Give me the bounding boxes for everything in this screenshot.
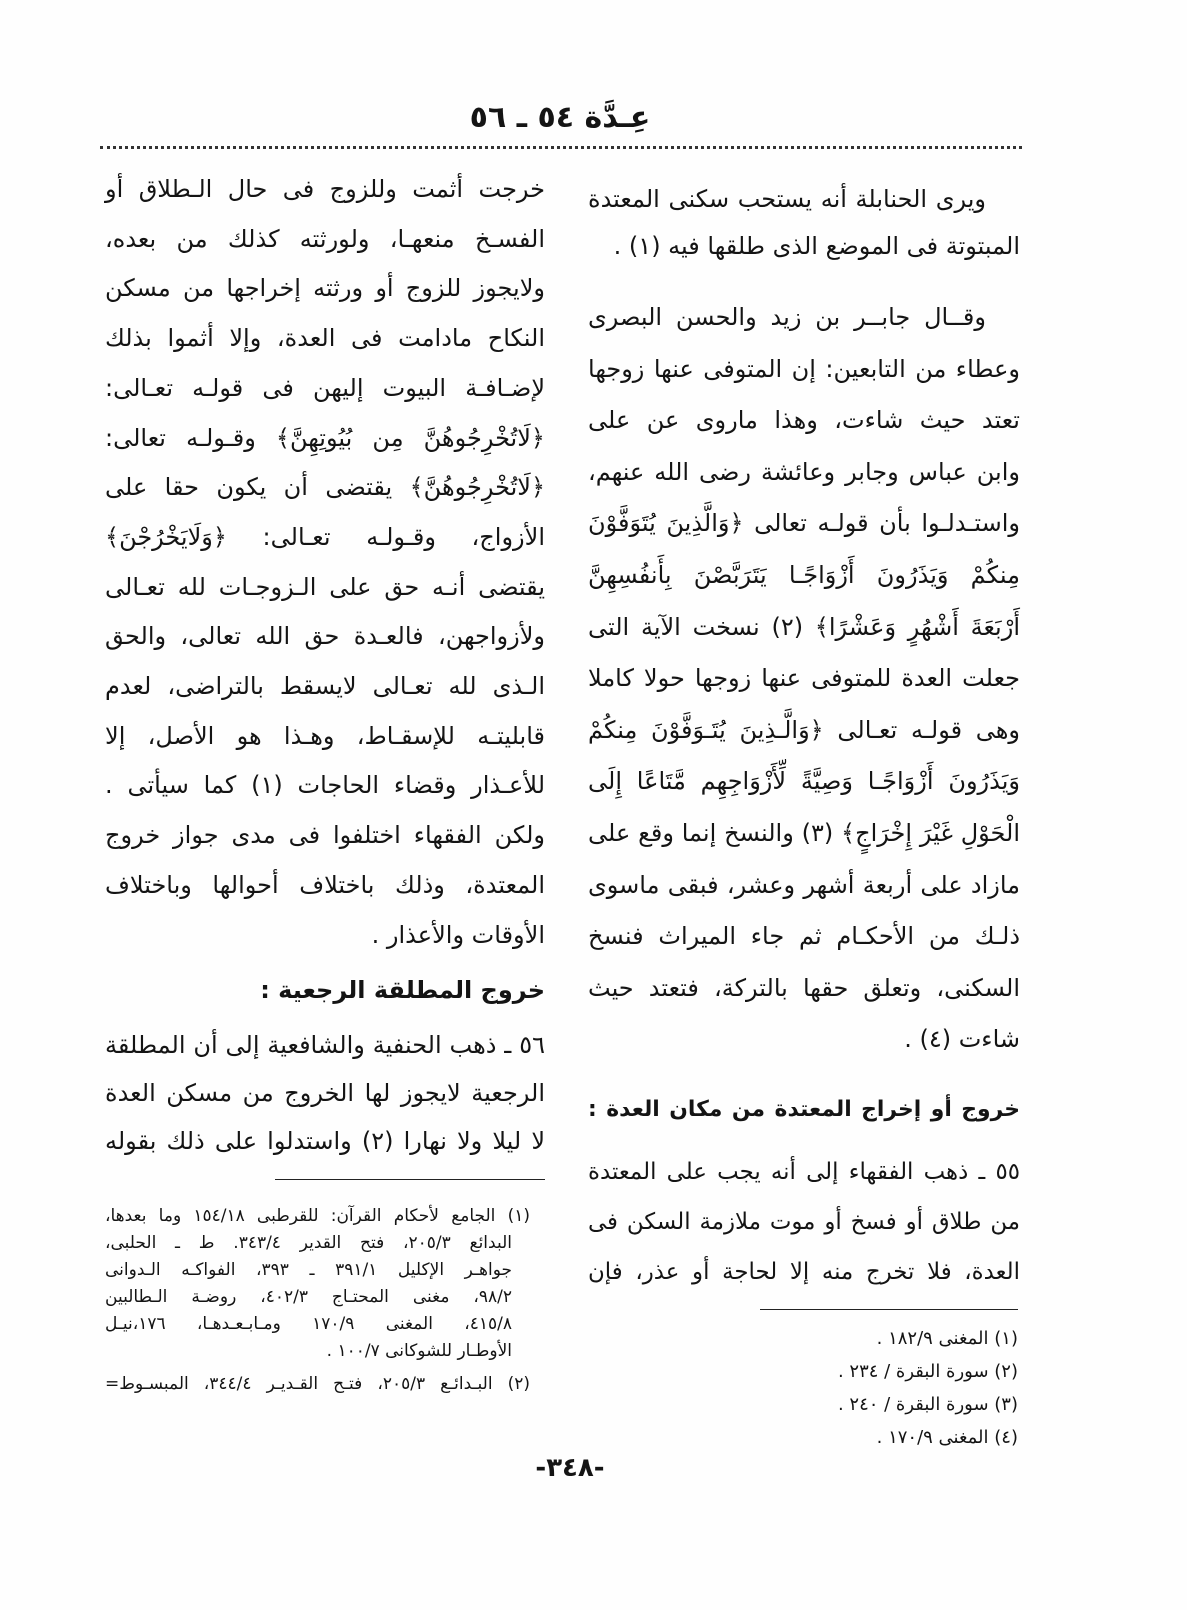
body-text-line: واستـدلـوا بأن قولـه تعالى ﴿وَالَّذِينَ يُتَوَفَّوْنَ — [588, 509, 1020, 538]
body-text-line: ولايجوز للزوج أو ورثته إخراجها من مسكن — [105, 274, 545, 303]
header-dotted-separator — [100, 146, 1022, 149]
right-paragraph-3 — [588, 1147, 1020, 1297]
body-text-line: المبتوتة فى الموضع الذى طلقها فيه (١) . — [613, 232, 1020, 260]
body-text-line: الرجعية لايجوز لها الخروج من مسكن العدة — [105, 1079, 545, 1107]
body-text-line: تعتد حيث شاءت، وهذا ماروى عن على — [588, 406, 1020, 435]
footnote-separator — [760, 1309, 1018, 1310]
right-paragraph-1 — [588, 176, 1020, 270]
body-text-line: السكنى، وتعلق حقها بالتركة، فتعتد حيث — [588, 973, 1020, 1002]
footnote-line: (٢) البـدائـع ٢٠٥/٣، فتـح القـديـر ٣٤٤/٤، المبسـوط= — [105, 1374, 530, 1394]
footnote-line: الأوطـار للشوكانى ١٠٠/٧ . — [326, 1341, 512, 1361]
section-heading-left — [105, 966, 545, 1014]
footnote-line: (٢) سورة البقرة / ٢٣٤ . — [837, 1361, 1018, 1382]
body-text-line: ٥٥ ـ ذهب الفقهاء إلى أنه يجب على المعتدة — [588, 1159, 1020, 1185]
body-text-line: ٥٦ ـ ذهب الحنفية والشافعية إلى أن المطلقة — [105, 1031, 545, 1059]
body-text-line: النكاح مادامت فى العدة، وإلا أثموا بذلك — [105, 324, 545, 353]
body-text-line: لإضـافـة البيوت إليهن فى قولـه تعـالى: — [105, 373, 545, 402]
quran-verse-line: الأزواج، وقـولـه تعـالى: ﴿وَلَايَخْرُجْنَ﴾ — [105, 522, 545, 551]
body-text-line: جعلت العدة للمتوفى عنها زوجها حولا كاملا — [588, 664, 1020, 693]
footnote-line: ٤١٥/٨، المغنى ١٧٠/٩ ومـابـعـدهـا، ١٧٦،نيـل — [105, 1314, 513, 1334]
body-text-line: الأوقات والأعذار . — [371, 920, 545, 949]
quran-verse-line: وَيَذَرُونَ أَزْوَاجًـا وَصِيَّةً لِّأَزْوَاجِهِم مَّتَاعًا إِلَى — [588, 767, 1020, 796]
body-text-line: وهى قولـه تعـالى ﴿وَالَّـذِينَ يُتَـوَفَّوْنَ مِنكُمْ — [588, 715, 1020, 744]
footnote-line: ٩٨/٢، مغنى المحتـاج ٤٠٢/٣، روضـة الـطالبين — [105, 1287, 512, 1307]
left-paragraph-2 — [105, 1021, 545, 1165]
footnote-line: (٣) سورة البقرة / ٢٤٠ . — [837, 1394, 1018, 1415]
footnote-line: جواهـر الإكليل ٣٩١/١ ـ ٣٩٣، الفواكـه الـدوانى — [105, 1260, 512, 1280]
quran-verse-line: ﴿لَاتُخْرِجُوهُنَّ﴾ يقتضى أن يكون حقا على — [105, 473, 545, 502]
body-text-line: الـذى لله تعـالى لايسقط بالتراضى، لعدم — [105, 672, 545, 701]
page-number: -٣٤٨- — [535, 1453, 605, 1483]
quran-verse-line: مِنكُمْ وَيَذَرُونَ أَزْوَاجًـا يَتَرَبَّصْنَ بِأَنفُسِهِنَّ — [588, 560, 1020, 589]
body-text-line: ويرى الحنابلة أنه يستحب سكنى المعتدة — [588, 185, 986, 213]
footnote-line: البدائع ٢٠٥/٣، فتح القدير ٣٤٣/٤. ط ـ الحلبى، — [105, 1233, 512, 1253]
body-text-line: وقــال جابــر بن زيد والحسن البصرى — [588, 303, 986, 331]
body-text-line: من طلاق أو فسخ أو موت ملازمة السكن فى — [588, 1209, 1020, 1235]
section-heading-right — [588, 1086, 1020, 1134]
body-text-line: ذلـك من الأحكـام ثم جاء الميراث فنسخ — [588, 922, 1020, 951]
body-text-line: وابن عباس وجابر وعائشة رضى الله عنهم، — [588, 457, 1020, 486]
body-text-line: العدة، فلا تخرج منه إلا لحاجة أو عذر، فإن — [588, 1259, 1020, 1285]
right-footnotes — [588, 1322, 1018, 1454]
body-text-line: ولأزواجهن، فالعـدة حق الله تعالى، والحق — [105, 622, 545, 651]
body-text-line: ولكن الفقهاء اختلفوا فى مدى جواز خروج — [105, 821, 545, 850]
quran-verse-line: أَرْبَعَةَ أَشْهُرٍ وَعَشْرًا﴾ (٢) نسخت الآية التى — [588, 612, 1020, 641]
footnote-line: (١) الجامع لأحكام القرآن: للقرطبى ١٥٤/١٨ وما بعدها، — [105, 1206, 530, 1226]
left-paragraph-1 — [105, 165, 545, 960]
body-text-line: المعتدة، وذلك باختلاف أحوالها وباختلاف — [105, 870, 545, 899]
body-text-line: خرجت أثمت وللزوج فى حال الـطلاق أو — [105, 175, 545, 203]
left-footnotes — [105, 1203, 530, 1398]
body-text-line: الفسـخ منعهـا، ولورثته كذلك من بعده، — [105, 224, 545, 253]
footnote-separator — [275, 1179, 545, 1180]
body-text-line: للأعـذار وقضاء الحاجات (١) كما سيأتى . — [105, 771, 546, 800]
body-text-line: شاءت (٤) . — [904, 1025, 1020, 1054]
page-header-title: عِـدَّة ٥٤ ـ ٥٦ — [469, 100, 651, 135]
body-text-line: مازاد على أربعة أشهر وعشر، فبقى ماسوى — [588, 870, 1020, 899]
body-text-line: يقتضى أنـه حق على الـزوجـات لله تعـالى — [105, 572, 545, 601]
quran-verse-line: الْحَوْلِ غَيْرَ إِخْرَاجٍ﴾ (٣) والنسخ إنما وقع على — [588, 818, 1020, 847]
body-text-line: وعطاء من التابعين: إن المتوفى عنها زوجها — [588, 354, 1020, 383]
body-text-line: لا ليلا ولا نهارا (٢) واستدلوا على ذلك بقوله — [105, 1127, 545, 1155]
footnote-line: (١) المغنى ١٨٢/٩ . — [876, 1328, 1018, 1349]
section-heading: خروج المطلقة الرجعية : — [260, 976, 545, 1004]
footnote-line: (٤) المغنى ١٧٠/٩ . — [876, 1427, 1018, 1448]
quran-verse-line: ﴿لَاتُخْرِجُوهُنَّ مِن بُيُوتِهِنَّ﴾ وقـولـه تعالى: — [105, 423, 545, 452]
right-paragraph-2 — [588, 292, 1020, 1066]
section-heading: خروج أو إخراج المعتدة من مكان العدة : — [588, 1097, 1020, 1122]
body-text-line: قابليتـه للإسقـاط، وهـذا هو الأصل، إلا — [105, 721, 545, 750]
